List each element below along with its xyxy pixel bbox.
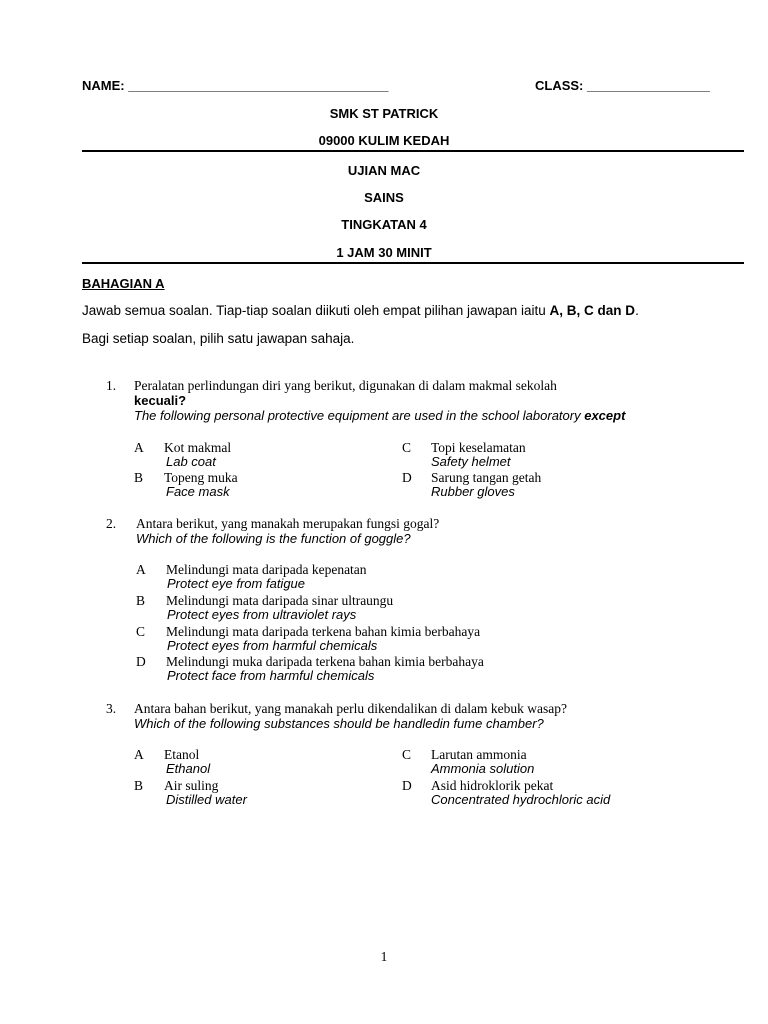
question-2-number: 2. [106,516,117,531]
option-text-en: Distilled water [166,792,247,807]
question-3-number: 3. [106,701,117,716]
exam-title: UJIAN MAC [347,163,421,178]
option-text-en: Lab coat [166,454,216,469]
option-text-ms: Asid hidroklorik pekat [431,778,554,793]
option-letter: A [134,747,144,762]
option-letter: A [136,562,146,577]
option-text-en: Rubber gloves [431,484,515,499]
option-letter: C [402,747,412,762]
subject-title: SAINS [364,190,404,205]
instruction-1: Jawab semua soalan. Tiap-tiap soalan diikuti oleh empat pilihan jawapan iaitu A, B, C dan D. [82,303,639,318]
page-number: 1 [380,949,388,964]
section-title: BAHAGIAN A [82,276,165,291]
option-text-ms: Melindungi mata daripada kepenatan [166,562,367,577]
option-text-ms: Melindungi mata daripada terkena bahan kimia berbahaya [166,624,481,639]
option-letter: C [136,624,146,639]
option-letter: C [402,440,412,455]
option-text-ms: Air suling [164,778,219,793]
option-text-ms: Topi keselamatan [431,440,526,455]
option-text-en: Safety helmet [431,454,511,469]
option-text-en: Ethanol [166,761,211,776]
instruction-2: Bagi setiap soalan, pilih satu jawapan sahaja. [82,331,355,346]
option-text-ms: Topeng muka [164,470,238,485]
question-1-keyword-ms: kecuali? [134,393,187,408]
option-text-ms: Kot makmal [164,440,232,455]
option-letter: A [134,440,144,455]
header-divider-bottom [82,262,744,264]
option-text-ms: Etanol [164,747,200,762]
question-3-text-en: Which of the following substances should be handledin fume chamber? [134,716,544,731]
form-level: TINGKATAN 4 [341,217,427,232]
option-letter: D [136,654,146,669]
question-3-text-ms: Antara bahan berikut, yang manakah perlu dikendalikan di dalam kebuk wasap? [134,701,567,716]
question-1-text-ms: Peralatan perlindungan diri yang berikut, digunakan di dalam makmal sekolah [134,378,557,393]
option-text-en: Concentrated hydrochloric acid [431,792,611,807]
question-2-text-ms: Antara berikut, yang manakah merupakan fungsi gogal? [136,516,440,531]
option-text-ms: Larutan ammonia [431,747,527,762]
option-text-en: Ammonia solution [431,761,535,776]
question-2-text-en: Which of the following is the function of goggle? [136,531,411,546]
school-address: 09000 KULIM KEDAH [318,133,450,148]
option-text-ms: Sarung tangan getah [431,470,542,485]
option-letter: D [402,470,412,485]
header-divider-top [82,150,744,152]
option-letter: B [134,778,144,793]
school-name: SMK ST PATRICK [329,106,439,121]
option-text-en: Protect face from harmful chemicals [167,668,375,683]
option-letter: B [134,470,144,485]
option-text-en: Protect eye from fatigue [167,576,306,591]
exam-duration: 1 JAM 30 MINIT [336,245,432,260]
option-text-en: Face mask [166,484,230,499]
option-text-ms: Melindungi mata daripada sinar ultraungu [166,593,394,608]
option-letter: D [402,778,412,793]
option-text-en: Protect eyes from harmful chemicals [167,638,378,653]
name-field-label: NAME: ____________________________________ [82,78,389,93]
question-1-number: 1. [106,378,117,393]
option-letter: B [136,593,146,608]
question-1-text-en: The following personal protective equipment are used in the school laboratory except [134,408,626,423]
class-field-label: CLASS: _________________ [535,78,710,93]
option-text-ms: Melindungi muka daripada terkena bahan kimia berbahaya [166,654,484,669]
option-text-en: Protect eyes from ultraviolet rays [167,607,357,622]
